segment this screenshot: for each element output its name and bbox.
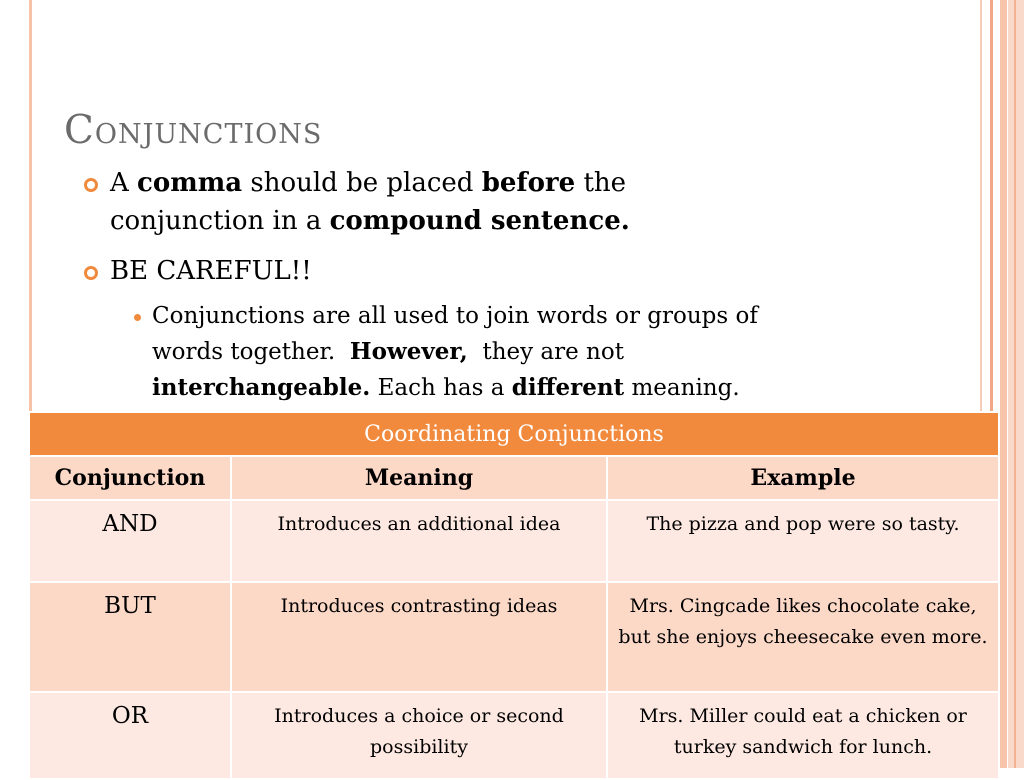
decor-stripe	[1014, 0, 1016, 768]
cell-meaning: Introduces a choice or second possibility	[231, 692, 607, 779]
conjunctions-table	[28, 411, 1000, 780]
decor-stripe	[1008, 0, 1024, 768]
bullet-ring-icon	[84, 178, 98, 192]
decor-stripe	[1000, 0, 1007, 768]
sub-bullet-text	[152, 298, 758, 406]
bullet-text: BE CAREFUL!!	[110, 256, 312, 286]
cell-conjunction: BUT	[29, 582, 231, 692]
emphasis-text: compound sentence.	[329, 206, 630, 236]
table-title-row	[29, 412, 999, 456]
table-row	[29, 692, 999, 779]
cell-conjunction: OR	[29, 692, 231, 779]
cell-meaning: Introduces an additional idea	[231, 500, 607, 582]
emphasis-text: However,	[349, 338, 468, 365]
column-header-meaning: Meaning	[231, 456, 607, 500]
cell-example: The pizza and pop were so tasty.	[607, 500, 999, 582]
emphasis-text: different	[511, 374, 625, 401]
text: Conjunctions are all used to join words or groups of	[152, 303, 758, 329]
column-header-example: Example	[607, 456, 999, 500]
slide-title: Conjunctions	[64, 108, 323, 153]
cell-example: Mrs. Miller could eat a chicken or turkey sandwich for lunch.	[607, 692, 999, 779]
text: they are not	[467, 339, 624, 365]
table-title: Coordinating Conjunctions	[29, 412, 999, 456]
emphasis-text: interchangeable.	[152, 374, 371, 401]
text: Each has a	[370, 375, 512, 401]
sub-line-3	[152, 370, 758, 406]
emphasis-text: before	[481, 168, 576, 198]
table-row	[29, 500, 999, 582]
bullet-line-1	[110, 164, 626, 202]
text: meaning.	[624, 375, 740, 401]
text: words together.	[152, 339, 350, 365]
text: A	[110, 168, 138, 198]
emphasis-text: comma	[137, 168, 243, 198]
table-row	[29, 582, 999, 692]
cell-example: Mrs. Cingcade likes chocolate cake, but she enjoys cheesecake even more.	[607, 582, 999, 692]
text: should be placed	[242, 168, 482, 198]
sub-line-2	[152, 334, 758, 370]
text: conjunction in a	[110, 206, 330, 236]
text: the	[575, 168, 627, 198]
sub-bullet-dot-icon	[134, 314, 141, 321]
table-header-row	[29, 456, 999, 500]
bullet-line-2	[110, 202, 630, 240]
bullet-ring-icon	[84, 266, 98, 280]
cell-conjunction: AND	[29, 500, 231, 582]
cell-meaning: Introduces contrasting ideas	[231, 582, 607, 692]
sub-line-1	[152, 298, 758, 334]
column-header-conjunction: Conjunction	[29, 456, 231, 500]
